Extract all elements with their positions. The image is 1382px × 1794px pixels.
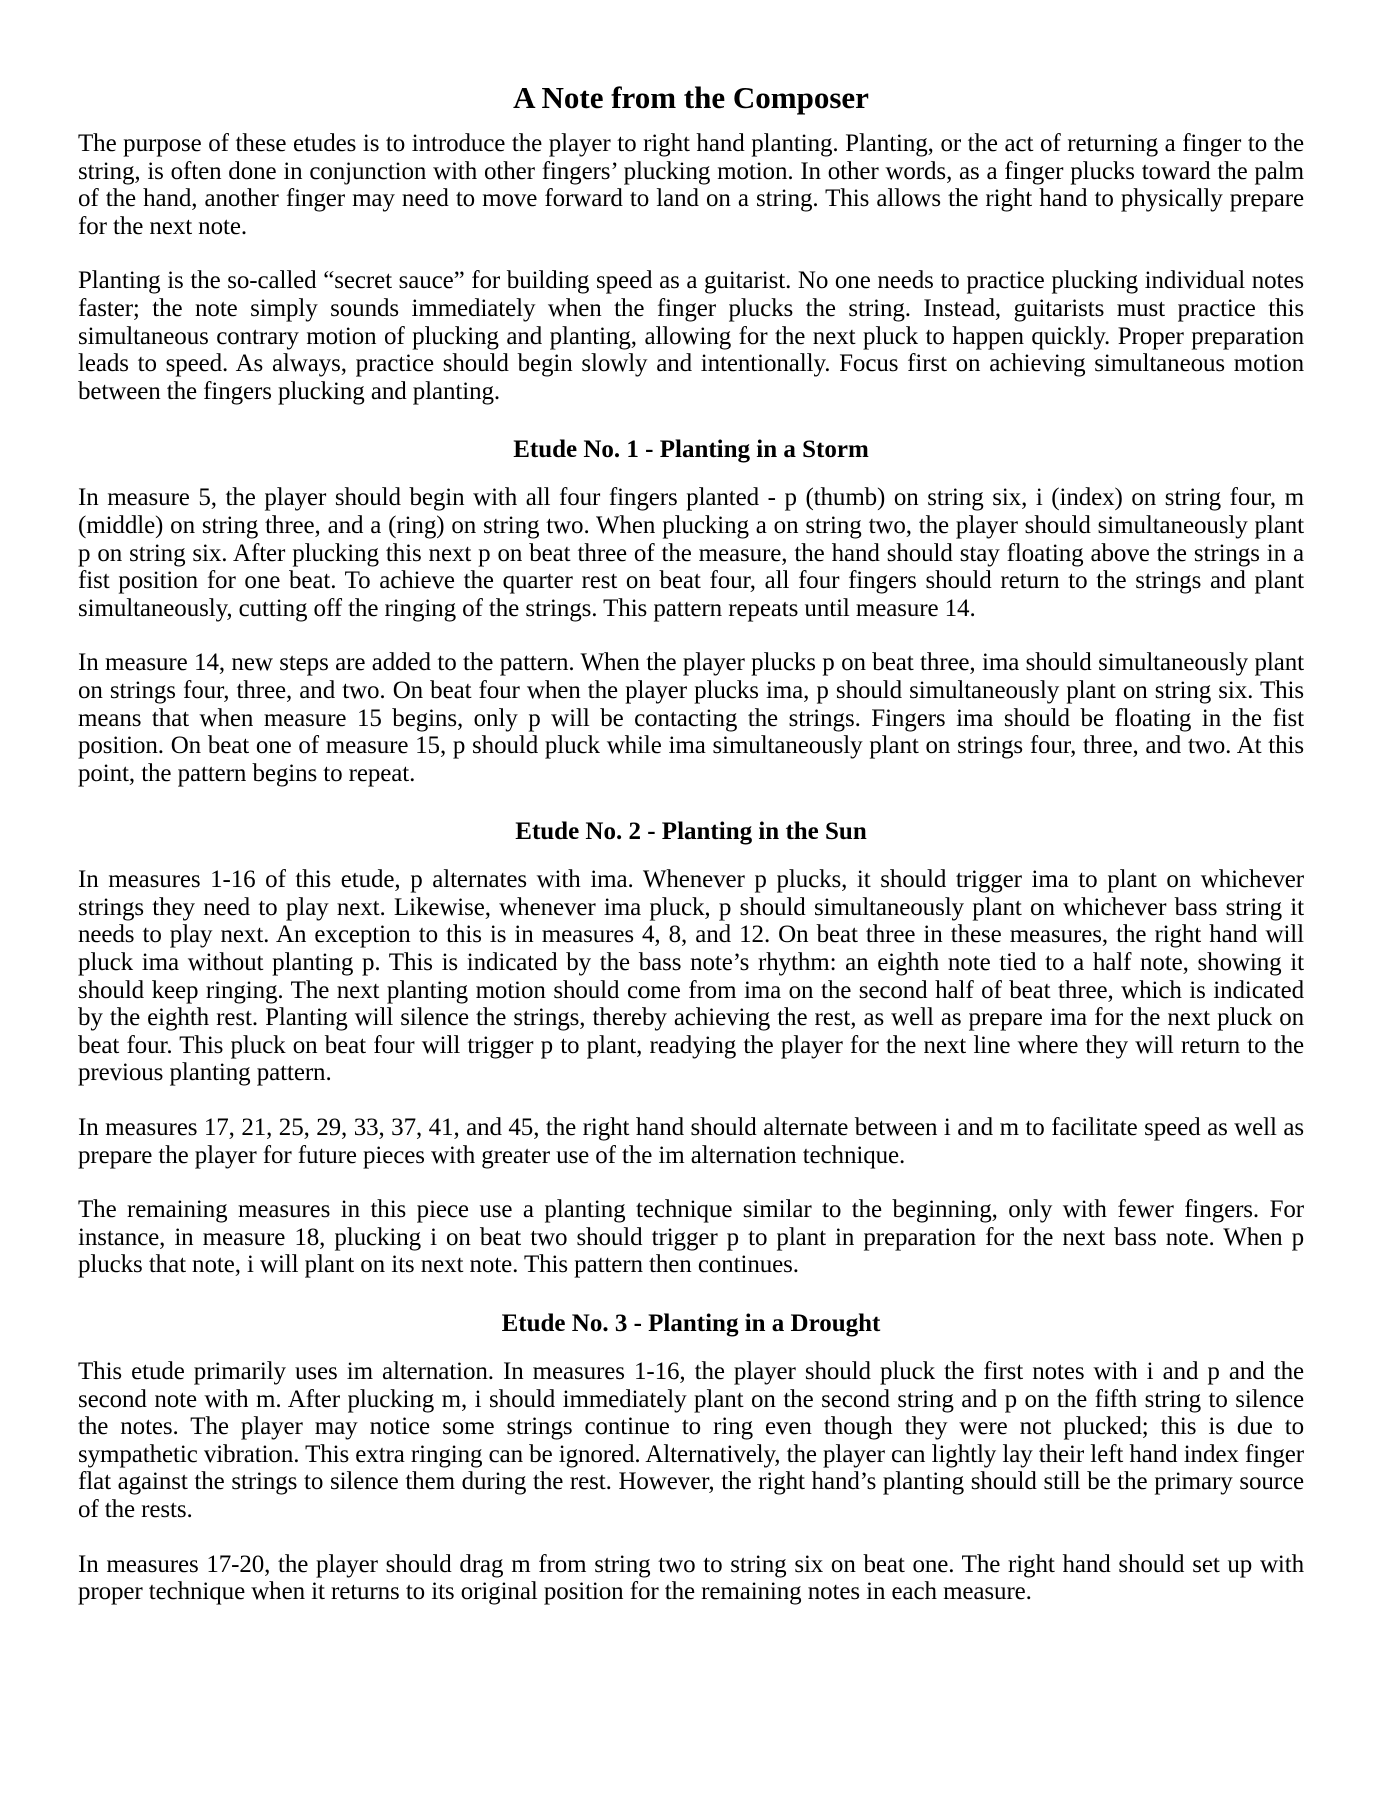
document-page	[78, 76, 1304, 1633]
etude-2-paragraph-2: In measures 17, 21, 25, 29, 33, 37, 41, and 45, the right hand should alternate between i and m to facilitate speed as well as prepare the player for future pieces with greater use of the im alternation technique.	[78, 1114, 1304, 1169]
etude-1-heading: Etude No. 1 - Planting in a Storm	[513, 436, 869, 464]
etude-3-paragraph-2: In measures 17-20, the player should drag m from string two to string six on beat one. The right hand should set up with proper technique when it returns to its original position for the remaining notes in each measure.	[78, 1550, 1304, 1606]
page-title: A Note from the Composer	[513, 80, 869, 115]
etude-1-paragraph-1: In measure 5, the player should begin with all four fingers planted - p (thumb) on string six, i (index) on string four, m (middle) on string three, and a (ring) on string two. When plucking a on string two, the player should simultaneously plant p on string six. After plucking this next p on beat three of the measure, the hand should stay floating above the strings in a fist position for one beat. To achieve the quarter rest on beat four, all four fingers should return to the strings and plant simultaneously, cutting off the ringing of the strings. This pattern repeats until measure 14.	[78, 484, 1304, 622]
etude-2-heading: Etude No. 2 - Planting in the Sun	[515, 818, 867, 846]
intro-paragraph-1: The purpose of these etudes is to introduce the player to right hand planting. Planting, or the act of returning a finger to the string, is often done in conjunction with other fingers’ plucking motion. In other words, as a finger plucks toward the palm of the hand, another finger may need to move forward to land on a string. This allows the right hand to physically prepare for the next note.	[78, 130, 1304, 240]
etude-3-paragraph-1: This etude primarily uses im alternation. In measures 1-16, the player should pluck the first notes with i and p and the second note with m. After plucking m, i should immediately plant on the second string and p on the fifth string to silence the notes. The player may notice some strings continue to ring even though they were not plucked; this is due to sympathetic vibration. This extra ringing can be ignored. Alternatively, the player can lightly lay their left hand index finger flat against the strings to silence them during the rest. However, the right hand’s planting should still be the primary source of the rests.	[78, 1358, 1304, 1523]
etude-2-paragraph-1: In measures 1-16 of this etude, p alternates with ima. Whenever p plucks, it should trigger ima to plant on whichever strings they need to play next. Likewise, whenever ima pluck, p should simultaneously plant on whichever bass string it needs to play next. An exception to this is in measures 4, 8, and 12. On beat three in these measures, the right hand will pluck ima without planting p. This is indicated by the bass note’s rhythm: an eighth note tied to a half note, showing it should keep ringing. The next planting motion should come from ima on the second half of beat three, which is indicated by the eighth rest. Planting will silence the strings, thereby achieving the rest, as well as prepare ima for the next pluck on beat four. This pluck on beat four will trigger p to plant, readying the player for the next line where they will return to the previous planting pattern.	[78, 866, 1304, 1087]
intro-paragraph-2: Planting is the so-called “secret sauce” for building speed as a guitarist. No one needs to practice plucking individual notes faster; the note simply sounds immediately when the finger plucks the string. Instead, guitarists must practice this simultaneous contrary motion of plucking and planting, allowing for the next pluck to happen quickly. Proper preparation leads to speed. As always, practice should begin slowly and intentionally. Focus first on achieving simultaneous motion between the fingers plucking and planting.	[78, 267, 1304, 405]
etude-3-heading: Etude No. 3 - Planting in a Drought	[501, 1310, 881, 1337]
etude-1-paragraph-2: In measure 14, new steps are added to the pattern. When the player plucks p on beat three, ima should simultaneously plant on strings four, three, and two. On beat four when the player plucks ima, p should simultaneously plant on string six. This means that when measure 15 begins, only p will be contacting the strings. Fingers ima should be floating in the fist position. On beat one of measure 15, p should pluck while ima simultaneously plant on strings four, three, and two. At this point, the pattern begins to repeat.	[78, 649, 1304, 787]
etude-2-paragraph-3: The remaining measures in this piece use a planting technique similar to the beginning, only with fewer fingers. For instance, in measure 18, plucking i on beat two should trigger p to plant in preparation for the next bass note. When p plucks that note, i will plant on its next note. This pattern then continues.	[78, 1196, 1304, 1279]
